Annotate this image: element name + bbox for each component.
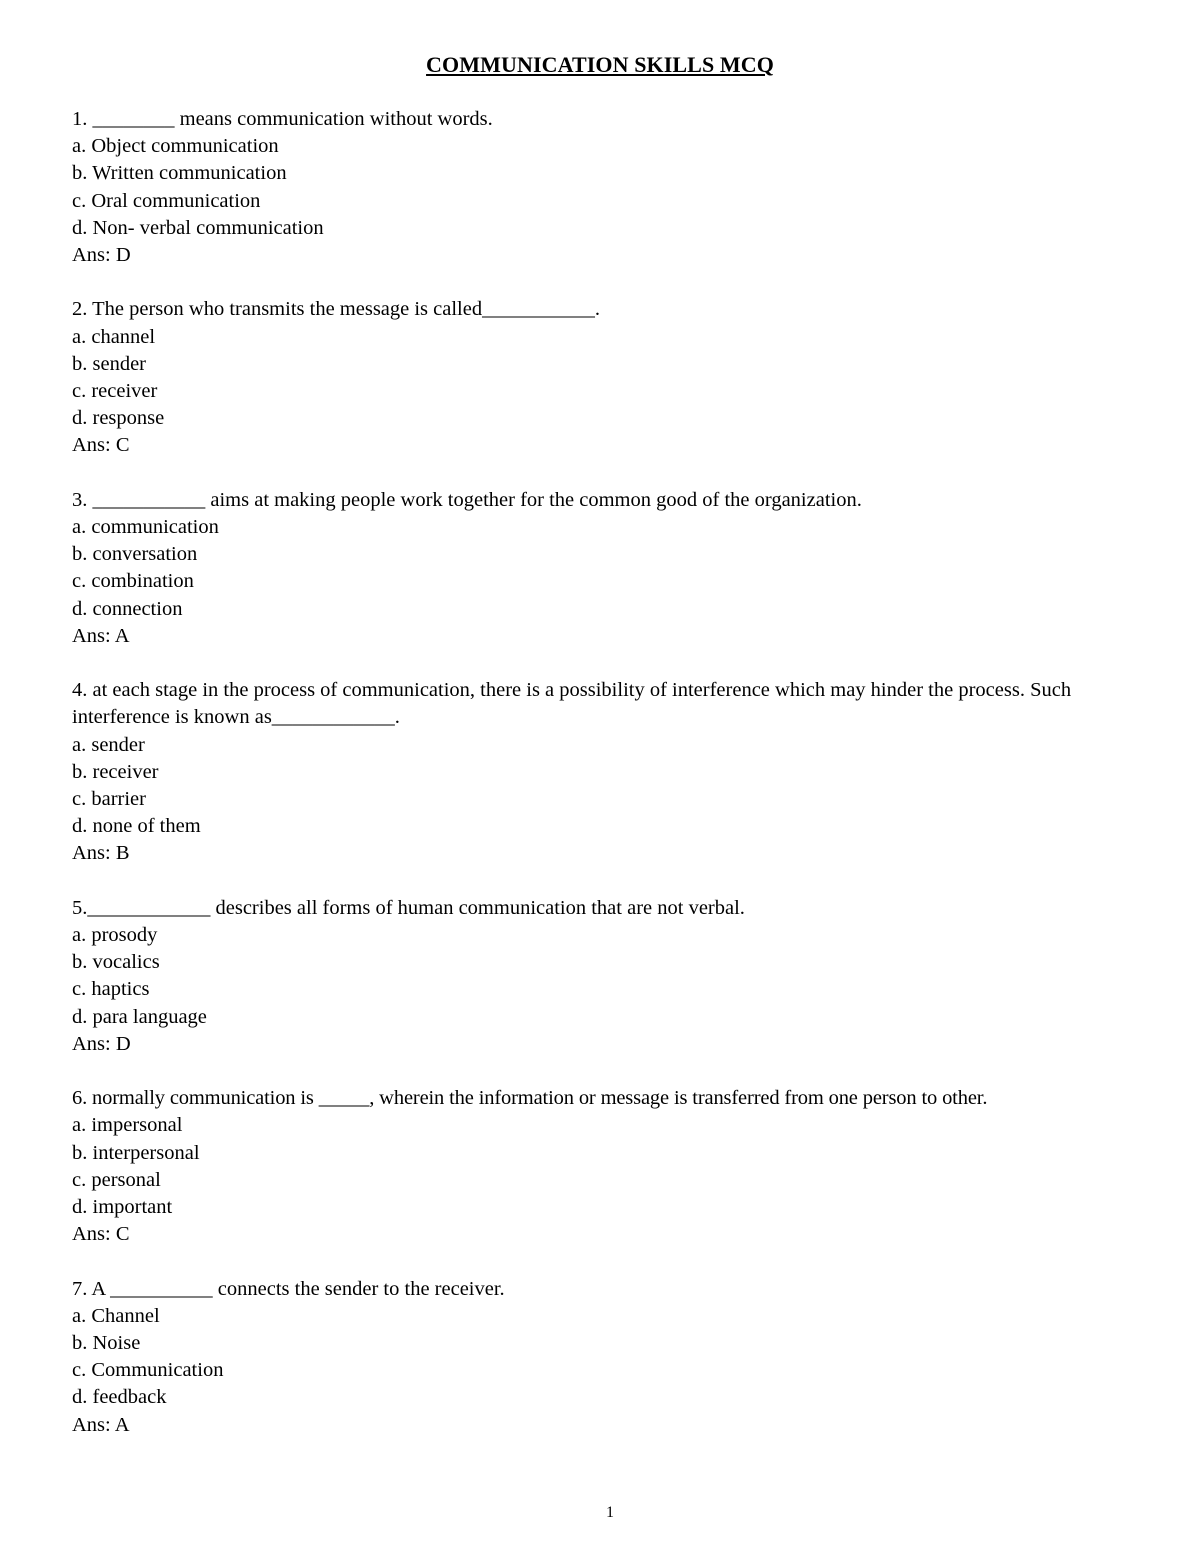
option-c: c. personal — [72, 1168, 161, 1191]
question-text: 6. normally communication is _____, wherein the information or message is transferred from one person to other. — [72, 1087, 988, 1110]
answer: Ans: A — [72, 624, 130, 647]
answer: Ans: C — [72, 434, 130, 457]
question-3 — [72, 487, 1162, 650]
question-4 — [72, 677, 1162, 867]
option-a: a. impersonal — [72, 1114, 183, 1137]
question-text: 4. at each stage in the process of communication, there is a possibility of interference which may hinder the process. Such interference is known as____________. — [72, 679, 1072, 729]
option-d: d. important — [72, 1196, 173, 1219]
option-b: b. Written communication — [72, 162, 287, 185]
option-b: b. conversation — [72, 543, 198, 566]
option-d: d. feedback — [72, 1386, 167, 1409]
option-c: c. barrier — [72, 788, 146, 811]
question-text: 7. A __________ connects the sender to the receiver. — [72, 1277, 505, 1300]
option-c: c. combination — [72, 570, 194, 593]
page-number: 1 — [606, 1504, 614, 1521]
option-c: c. Oral communication — [72, 189, 261, 212]
option-d: d. none of them — [72, 815, 201, 838]
question-text: 1. ________ means communication without words. — [72, 108, 493, 130]
option-b: b. interpersonal — [72, 1141, 200, 1164]
option-a: a. Channel — [72, 1304, 160, 1327]
question-5 — [72, 895, 1162, 1058]
option-b: b. vocalics — [72, 951, 160, 974]
option-a: a. communication — [72, 516, 219, 539]
question-text: 5.____________ describes all forms of human communication that are not verbal. — [72, 896, 745, 919]
question-2 — [72, 296, 1162, 459]
answer: Ans: A — [72, 1413, 130, 1436]
option-a: a. Object communication — [72, 135, 279, 158]
option-d: d. response — [72, 407, 165, 430]
answer: Ans: D — [72, 244, 131, 267]
option-c: c. Communication — [72, 1359, 224, 1382]
option-a: a. prosody — [72, 924, 158, 947]
page-title: COMMUNICATION SKILLS MCQ — [426, 52, 774, 77]
question-1 — [72, 106, 1162, 269]
option-a: a. sender — [72, 733, 145, 756]
question-6 — [72, 1085, 1162, 1248]
question-text: 2. The person who transmits the message is called___________. — [72, 298, 600, 321]
option-c: c. haptics — [72, 978, 150, 1001]
option-b: b. sender — [72, 352, 147, 375]
answer: Ans: D — [72, 1032, 131, 1055]
question-7 — [72, 1276, 1162, 1439]
option-d: d. para language — [72, 1005, 207, 1028]
option-c: c. receiver — [72, 380, 158, 403]
option-b: b. receiver — [72, 760, 159, 783]
question-list — [72, 106, 1162, 1439]
answer: Ans: C — [72, 1223, 130, 1246]
answer: Ans: B — [72, 842, 130, 865]
option-b: b. Noise — [72, 1332, 141, 1355]
option-d: d. Non- verbal communication — [72, 216, 324, 239]
option-d: d. connection — [72, 597, 183, 620]
option-a: a. channel — [72, 325, 156, 348]
question-text: 3. ___________ aims at making people work together for the common good of the organization. — [72, 488, 862, 511]
